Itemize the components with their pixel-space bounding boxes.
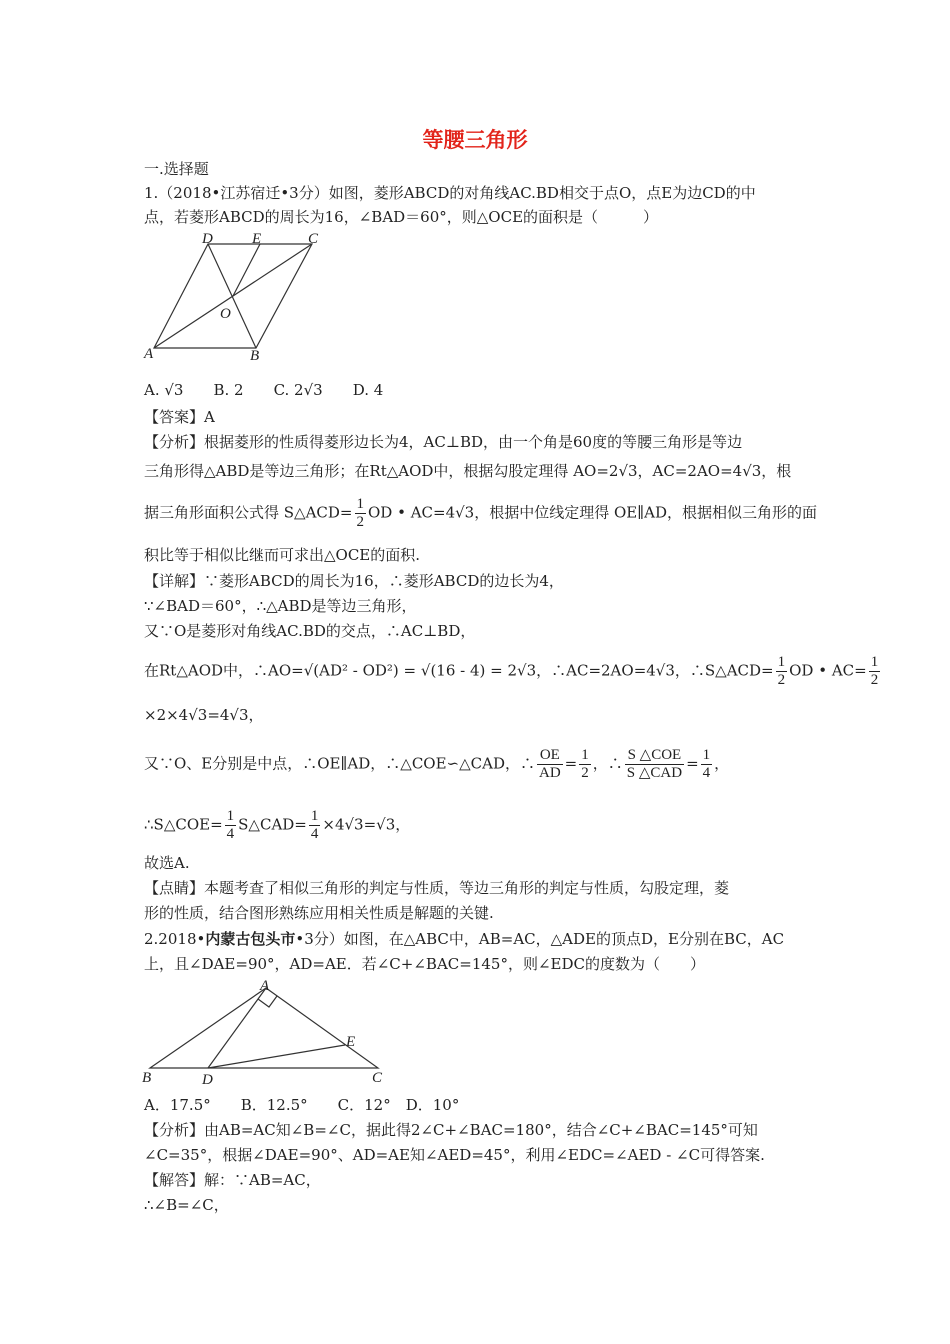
triangle-abc <box>150 988 378 1068</box>
segment-oe <box>233 244 260 296</box>
rhombus-figure <box>140 232 330 362</box>
fraction-half-2: $\frac{1}{2}$ <box>870 654 879 688</box>
q2-solution-line2: ∴∠B=∠C， <box>144 1196 229 1214</box>
q1-detail-line5: ×2×4√3=4√3， <box>144 706 264 724</box>
analysis3-end: OD • AC=4√3，根据中位线定理得 OE∥AD，根据相似三角形的面 <box>368 503 818 522</box>
detail4-start: 在Rt△AOD中，∴AO=√(AD² - OD²) = √(16 - 4) = 2√3，∴AC=2AO=4√3，∴S△ACD= <box>144 661 774 680</box>
fraction-half-1: $\frac{1}{2}$ <box>777 654 786 688</box>
fraction-quarter-2: $\frac{1}{4}$ <box>226 808 235 842</box>
q1-stem-line1: 1.（2018•江苏宿迁•3分）如图，菱形ABCD的对角线AC.BD相交于点O，点E为边CD的中 <box>144 184 756 202</box>
label-c: C <box>372 1070 383 1086</box>
q2-analysis-line1: 【分析】由AB=AC知∠B=∠C，据此得2∠C+∠BAC=180°，结合∠C+∠BAC=145°可知 <box>144 1121 758 1139</box>
label-d: D <box>202 232 213 247</box>
label-e: E <box>346 1034 356 1050</box>
detail6-mid: ，∴ <box>592 754 623 773</box>
q2-number: 2.2018• <box>144 930 206 948</box>
q2-options: A．17.5° B．12.5° C．12° D．10° <box>144 1096 460 1114</box>
q1-analysis-line1: 【分析】根据菱形的性质得菱形边长为4，AC⊥BD，由一个角是60度的等腰三角形是等边 <box>144 433 743 451</box>
detail4-mid: OD • AC= <box>789 661 867 680</box>
q1-stem-line2: 点，若菱形ABCD的周长为16，∠BAD＝60°，则△OCE的面积是（ ） <box>144 208 659 226</box>
label-b: B <box>142 1070 152 1086</box>
fraction-area-ratio: $\frac{\text{S △COE}}{\text{S △CAD}}$ <box>626 747 683 781</box>
fraction-oe-ad: $\frac{OE}{AD}$ <box>538 747 561 781</box>
label-o: O <box>220 306 231 322</box>
detail7-mid: S△CAD= <box>238 815 307 834</box>
q2-source: 内蒙古包头市 <box>205 930 296 948</box>
q1-analysis-line4: 积比等于相似比继而可求出△OCE的面积. <box>144 546 421 564</box>
fraction-quarter-3: $\frac{1}{4}$ <box>310 808 319 842</box>
q2-solution-line1: 【解答】解：∵AB=AC， <box>144 1171 321 1189</box>
q1-detail-line7 <box>144 808 410 843</box>
detail7-end: ×4√3=√3， <box>322 815 411 834</box>
q1-detail-line4 <box>144 654 882 689</box>
q1-detail-line1: 【详解】∵菱形ABCD的周长为16，∴菱形ABCD的边长为4， <box>144 572 564 590</box>
triangle-figure <box>138 978 398 1088</box>
detail7-start: ∴S△COE= <box>144 815 223 834</box>
fraction-half: $\frac{1}{2}$ <box>356 496 364 530</box>
q1-options: A. √3 B. 2 C. 2√3 D. 4 <box>144 381 384 399</box>
segment-de <box>208 1045 345 1068</box>
q1-answer: 【答案】A <box>144 408 215 426</box>
label-a: A <box>144 346 154 362</box>
q1-detail-line6: 又∵O、E分别是中点，∴OE∥AD，∴△COE∽△CAD，∴ $\frac{OE}{AD}$ = $\frac{1}{2}$ ，∴ $\frac{\text{S △COE}}{\text{S △CAD}}$ = $\frac{1}{4}$ ， <box>144 747 730 781</box>
q2-stem-line1 <box>144 929 784 949</box>
label-b: B <box>250 348 260 362</box>
section-heading: 一.选择题 <box>144 160 209 178</box>
q1-comment-line1: 【点睛】本题考查了相似三角形的判定与性质，等边三角形的判定与性质，勾股定理，菱 <box>144 879 730 897</box>
q1-analysis-line2: 三角形得△ABD是等边三角形；在Rt△AOD中，根据勾股定理得 AO=2√3，AC=2AO=4√3，根 <box>144 462 792 480</box>
fraction-quarter-1: $\frac{1}{4}$ <box>702 747 711 781</box>
q2-analysis-line2: ∠C=35°，根据∠DAE=90°、AD=AE知∠AED=45°，利用∠EDC=∠AED - ∠C可得答案. <box>144 1146 765 1164</box>
label-e: E <box>252 232 262 247</box>
diagonal-bd <box>208 244 256 348</box>
label-c: C <box>308 232 319 247</box>
segment-ad <box>208 988 266 1068</box>
q2-stem-rest: •3分）如图，在△ABC中，AB=AC，△ADE的顶点D，E分别在BC，AC <box>295 930 785 948</box>
analysis3-start: 据三角形面积公式得 S△ACD= <box>144 503 353 522</box>
q1-analysis-line3 <box>144 496 817 531</box>
right-angle-mark <box>258 996 277 1007</box>
label-d: D <box>202 1072 213 1088</box>
detail6-start: 又∵O、E分别是中点，∴OE∥AD，∴△COE∽△CAD，∴ <box>144 754 535 773</box>
q1-detail-line3: 又∵O是菱形对角线AC.BD的交点，∴AC⊥BD， <box>144 622 476 640</box>
q2-stem-line2: 上，且∠DAE=90°，AD=AE．若∠C+∠BAC=145°，则∠EDC的度数为（ ） <box>144 955 705 973</box>
label-a: A <box>260 978 270 994</box>
page-title: 等腰三角形 <box>422 128 528 152</box>
q1-comment-line2: 形的性质，结合图形熟练应用相关性质是解题的关键. <box>144 904 494 922</box>
q1-detail-line2: ∵∠BAD＝60°，∴△ABD是等边三角形， <box>144 597 417 615</box>
fraction-half-3: $\frac{1}{2}$ <box>581 747 589 781</box>
q1-choose: 故选A. <box>144 854 190 872</box>
